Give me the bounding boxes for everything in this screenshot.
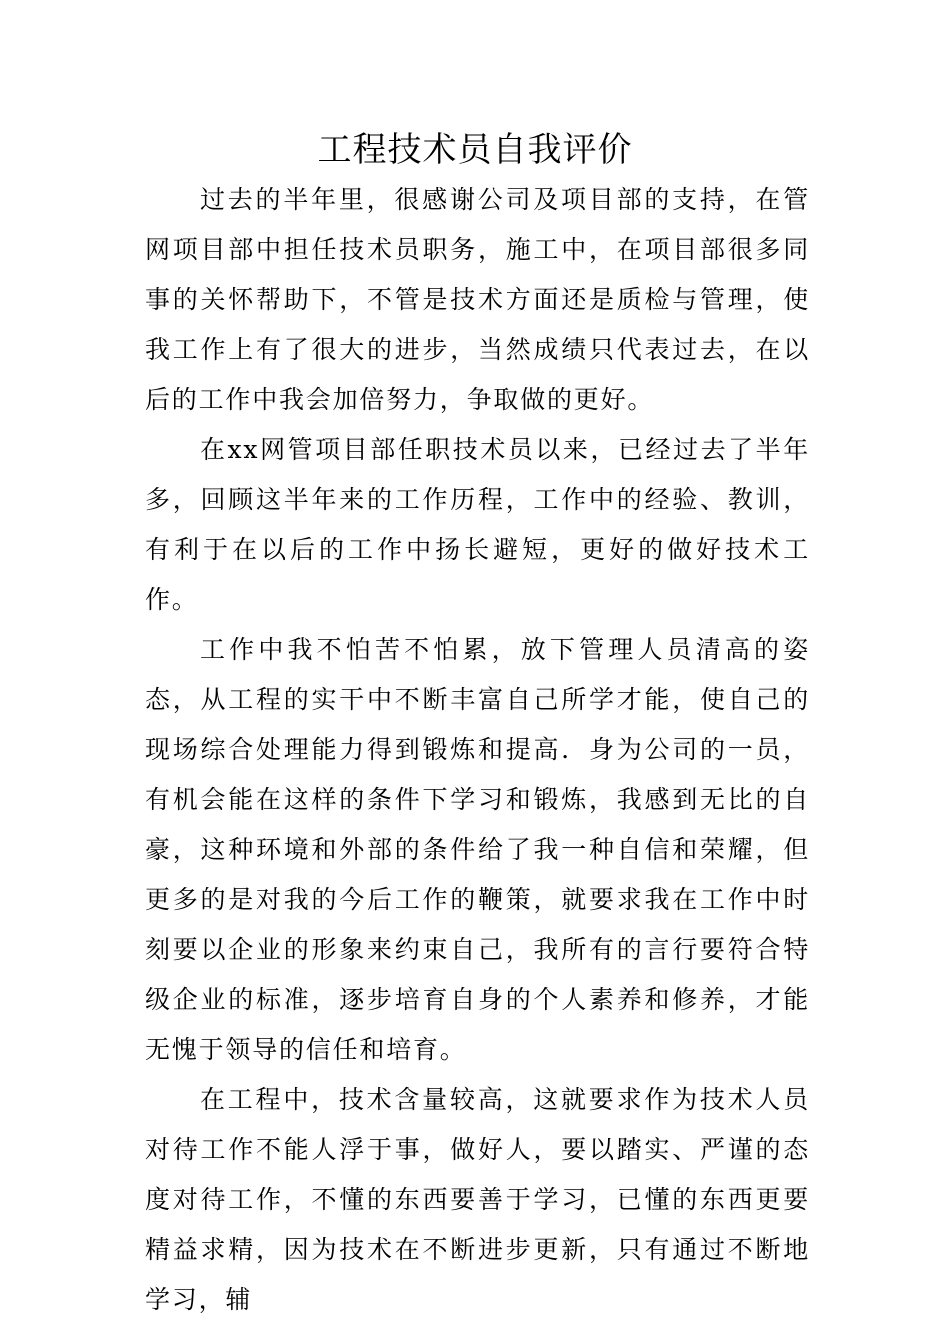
paragraph-2: 在xx网管项目部任职技术员以来，已经过去了半年多，回顾这半年来的工作历程，工作中的经验、教训，有利于在以后的工作中扬长避短，更好的做好技术工作。 bbox=[145, 435, 810, 614]
paragraph-1: 过去的半年里，很感谢公司及项目部的支持，在管网项目部中担任技术员职务，施工中，在项目部很多同事的关怀帮助下，不管是技术方面还是质检与管理，使我工作上有了很大的进步，当然成绩只代表过去，在以后的工作中我会加倍努力，争取做的更好。 bbox=[145, 185, 810, 414]
document-body bbox=[145, 175, 810, 1325]
paragraph-4: 在工程中，技术含量较高，这就要求作为技术人员对待工作不能人浮于事，做好人，要以踏实、严谨的态度对待工作，不懂的东西要善于学习，已懂的东西更要精益求精，因为技术在不断进步更新，只有通过不断地学习，辅 bbox=[145, 1085, 810, 1314]
document-title: 工程技术员自我评价 bbox=[317, 130, 633, 170]
paragraph-3: 工作中我不怕苦不怕累，放下管理人员清高的姿态，从工程的实干中不断丰富自己所学才能，使自己的现场综合处理能力得到锻炼和提高．身为公司的一员，有机会能在这样的条件下学习和锻炼，我感到无比的自豪，这种环境和外部的条件给了我一种自信和荣耀，但更多的是对我的今后工作的鞭策，就要求我在工作中时刻要以企业的形象来约束自己，我所有的言行要符合特级企业的标准，逐步培育自身的个人素养和修养，才能无愧于领导的信任和培育。 bbox=[145, 635, 810, 1064]
